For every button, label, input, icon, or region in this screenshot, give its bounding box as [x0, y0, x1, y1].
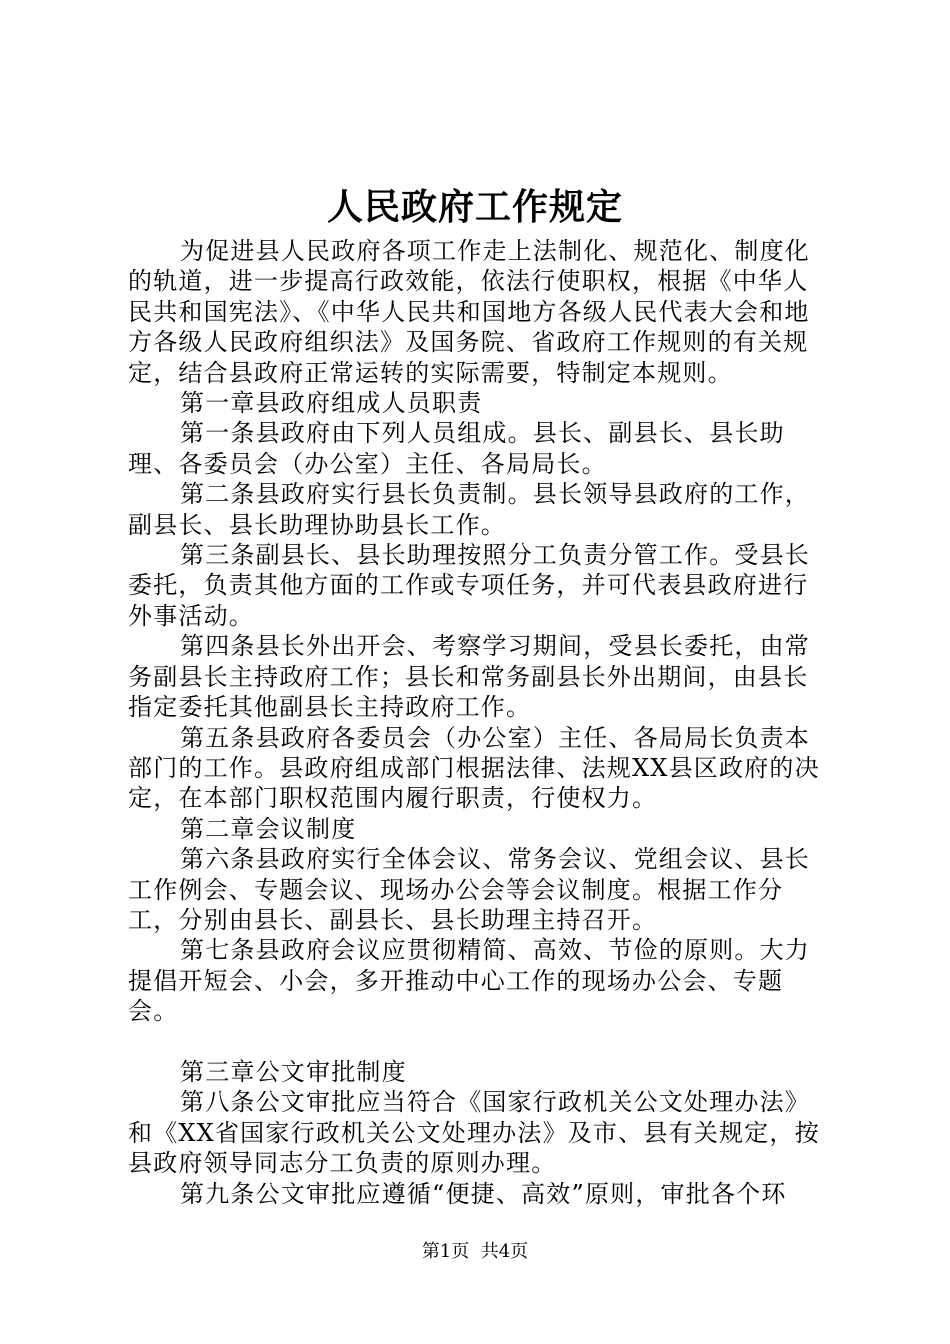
- blank-line: [128, 1027, 832, 1057]
- article-paragraph: 第三条副县长、县长助理按照分工负责分管工作。受县长委托，负责其他方面的工作或专项任务，并可代表县政府进行外事活动。: [128, 541, 810, 630]
- chapter-heading: 第三章公文审批制度: [180, 1057, 407, 1086]
- article-paragraph: 第四条县长外出开会、考察学习期间，受县长委托，由常务副县长主持政府工作；县长和常务副县长外出期间，由县长指定委托其他副县长主持政府工作。: [128, 632, 810, 722]
- document-body: [128, 236, 832, 1209]
- article-paragraph: 第六条县政府实行全体会议、常务会议、党组会议、县长工作例会、专题会议、现场办公会等会议制度。根据工作分工，分别由县长、副县长、县长助理主持召开。: [128, 845, 810, 934]
- article-paragraph: 第一条县政府由下列人员组成。县长、副县长、县长助理、各委员会（办公室）主任、各局局长。: [128, 419, 785, 478]
- chapter-heading: 第二章会议制度: [180, 814, 357, 843]
- chapter-heading: 第一章县政府组成人员职责: [180, 389, 483, 418]
- article-paragraph: 第八条公文审批应当符合《国家行政机关公文处理办法》和《XX省国家行政机关公文处理办法》及市、县有关规定，按县政府领导同志分工负责的原则办理。: [128, 1088, 820, 1178]
- document-title: 人民政府工作规定: [326, 186, 623, 228]
- page-footer: [0, 1240, 950, 1264]
- article-paragraph: 第七条县政府会议应贯彻精简、高效、节俭的原则。大力提倡开短会、小会，多开推动中心工作的现场办公会、专题会。: [128, 936, 810, 1026]
- paragraph-intro: 为促进县人民政府各项工作走上法制化、规范化、制度化的轨道，进一步提高行政效能，依法行使职权，根据《中华人民共和国宪法》、《中华人民共和国地方各级人民代表大会和地方各级人民政府组织法》及国务院、省政府工作规则的有关规定，结合县政府正常运转的实际需要，特制定本规则。: [128, 237, 810, 387]
- page-number: 第1页 共4页: [421, 1241, 529, 1262]
- article-paragraph: 第九条公文审批应遵循“便捷、高效”原则，审批各个环: [180, 1179, 787, 1208]
- article-paragraph: 第五条县政府各委员会（办公室）主任、各局局长负责本部门的工作。县政府组成部门根据法律、法规XX县区政府的决定，在本部门职权范围内履行职责，行使权力。: [128, 723, 820, 813]
- article-paragraph: 第二条县政府实行县长负责制。县长领导县政府的工作，副县长、县长助理协助县长工作。: [128, 480, 810, 539]
